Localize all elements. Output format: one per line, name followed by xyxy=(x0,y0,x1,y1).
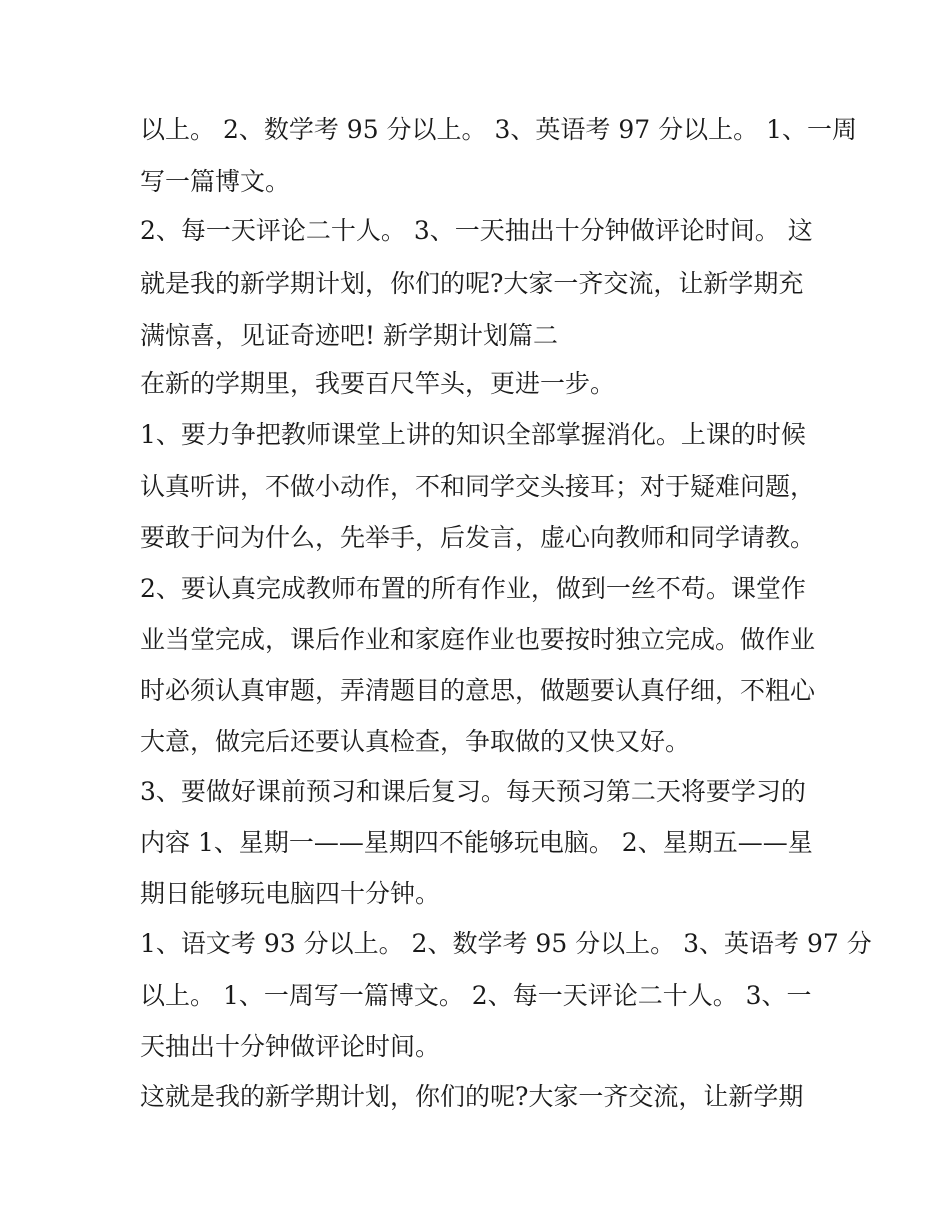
text-line: 要敢于问为什么，先举手，后发言，虚心向教师和同学请教。 xyxy=(140,523,816,552)
text-line: 时必须认真审题，弄清题目的意思，做题要认真仔细，不粗心 xyxy=(140,676,816,705)
text-line: 认真听讲，不做小动作，不和同学交头接耳；对于疑难问题， xyxy=(140,472,816,501)
text-line: 业当堂完成，课后作业和家庭作业也要按时独立完成。做作业 xyxy=(140,625,816,654)
text-line: 天抽出十分钟做评论时间。 xyxy=(140,1032,441,1061)
text-line: 以上。 1、一周写一篇博文。 2、每一天评论二十人。 3、一 xyxy=(140,981,812,1010)
text-line: 2、要认真完成教师布置的所有作业，做到一丝不苟。课堂作 xyxy=(140,574,806,603)
text-line: 2、每一天评论二十人。 3、一天抽出十分钟做评论时间。 这 xyxy=(140,216,813,245)
text-line: 以上。 2、数学考 95 分以上。 3、英语考 97 分以上。 1、一周 xyxy=(140,115,857,144)
text-line: 写一篇博文。 xyxy=(140,167,291,196)
text-line: 1、语文考 93 分以上。 2、数学考 95 分以上。 3、英语考 97 分 xyxy=(140,929,872,958)
text-line: 满惊喜，见证奇迹吧! 新学期计划篇二 xyxy=(140,321,558,350)
text-line: 就是我的新学期计划，你们的呢?大家一齐交流，让新学期充 xyxy=(140,269,804,298)
text-line: 大意，做完后还要认真检查，争取做的又快又好。 xyxy=(140,727,691,756)
text-line: 内容 1、星期一——星期四不能够玩电脑。 2、星期五——星 xyxy=(140,828,813,857)
text-line: 1、要力争把教师课堂上讲的知识全部掌握消化。上课的时候 xyxy=(140,420,806,449)
text-line: 这就是我的新学期计划，你们的呢?大家一齐交流，让新学期 xyxy=(140,1082,804,1111)
text-line: 在新的学期里，我要百尺竿头，更进一步。 xyxy=(140,369,616,398)
text-line: 3、要做好课前预习和课后复习。每天预习第二天将要学习的 xyxy=(140,777,806,806)
text-line: 期日能够玩电脑四十分钟。 xyxy=(140,879,441,908)
